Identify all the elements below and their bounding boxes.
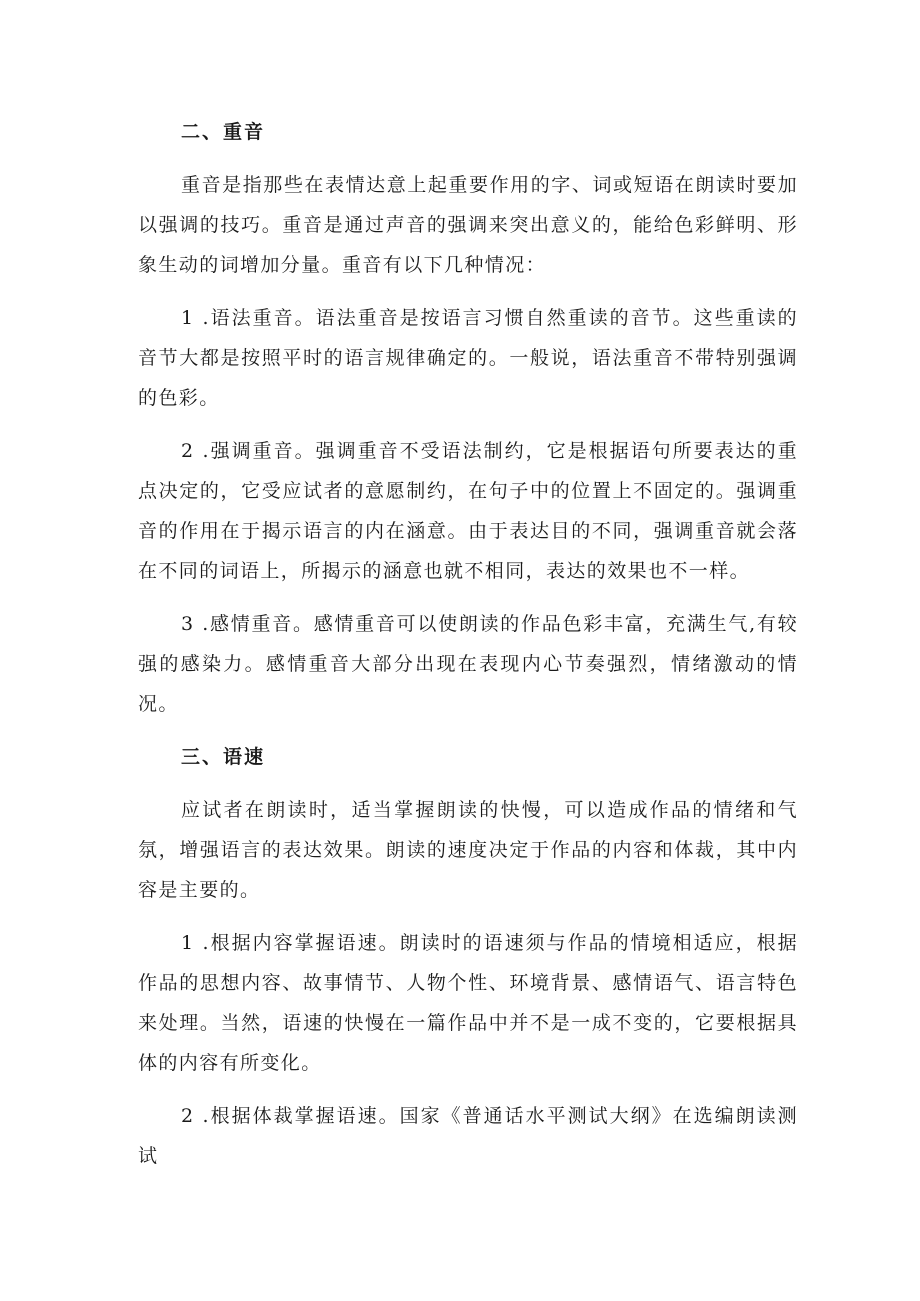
paragraph-speed-by-genre: 2 .根据体裁掌握语速。国家《普通话水平测试大纲》在选编朗读测试 xyxy=(138,1105,798,1167)
paragraph-speed-intro: 应试者在朗读时，适当掌握朗读的快慢，可以造成作品的情绪和气氛，增强语言的表达效果。朗读的速度决定于作品的内容和体裁，其中内容是主要的。 xyxy=(138,799,798,901)
paragraph-speed-by-content: 1 .根据内容掌握语速。朗读时的语速须与作品的情境相适应，根据作品的思想内容、故事情节、人物个性、环境背景、感情语气、语言特色来处理。当然，语速的快慢在一篇作品中并不是一成不变的，它要根据具体的内容有所变化。 xyxy=(138,932,798,1074)
paragraph-emphatic-stress: 2 .强调重音。强调重音不受语法制约，它是根据语句所要表达的重点决定的，它受应试者的意愿制约，在句子中的位置上不固定的。强调重音的作用在于揭示语言的内在涵意。由于表达目的不同，强调重音就会落在不同的词语上，所揭示的涵意也就不相同，表达的效果也不一样。 xyxy=(138,440,798,582)
section-heading-stress: 二、重音 xyxy=(181,121,266,143)
paragraph-emotional-stress: 3 .感情重音。感情重音可以使朗读的作品色彩丰富，充满生气,有较强的感染力。感情重音大部分出现在表现内心节奏强烈，情绪激动的情况。 xyxy=(138,613,798,715)
section-heading-speed: 三、语速 xyxy=(181,746,266,768)
paragraph-stress-definition: 重音是指那些在表情达意上起重要作用的字、词或短语在朗读时要加以强调的技巧。重音是通过声音的强调来突出意义的，能给色彩鲜明、形象生动的词增加分量。重音有以下几种情况： xyxy=(138,174,798,276)
document-body xyxy=(138,112,798,1189)
paragraph-grammatical-stress: 1 .语法重音。语法重音是按语言习惯自然重读的音节。这些重读的音节大都是按照平时的语言规律确定的。一般说，语法重音不带特别强调的色彩。 xyxy=(138,307,798,409)
